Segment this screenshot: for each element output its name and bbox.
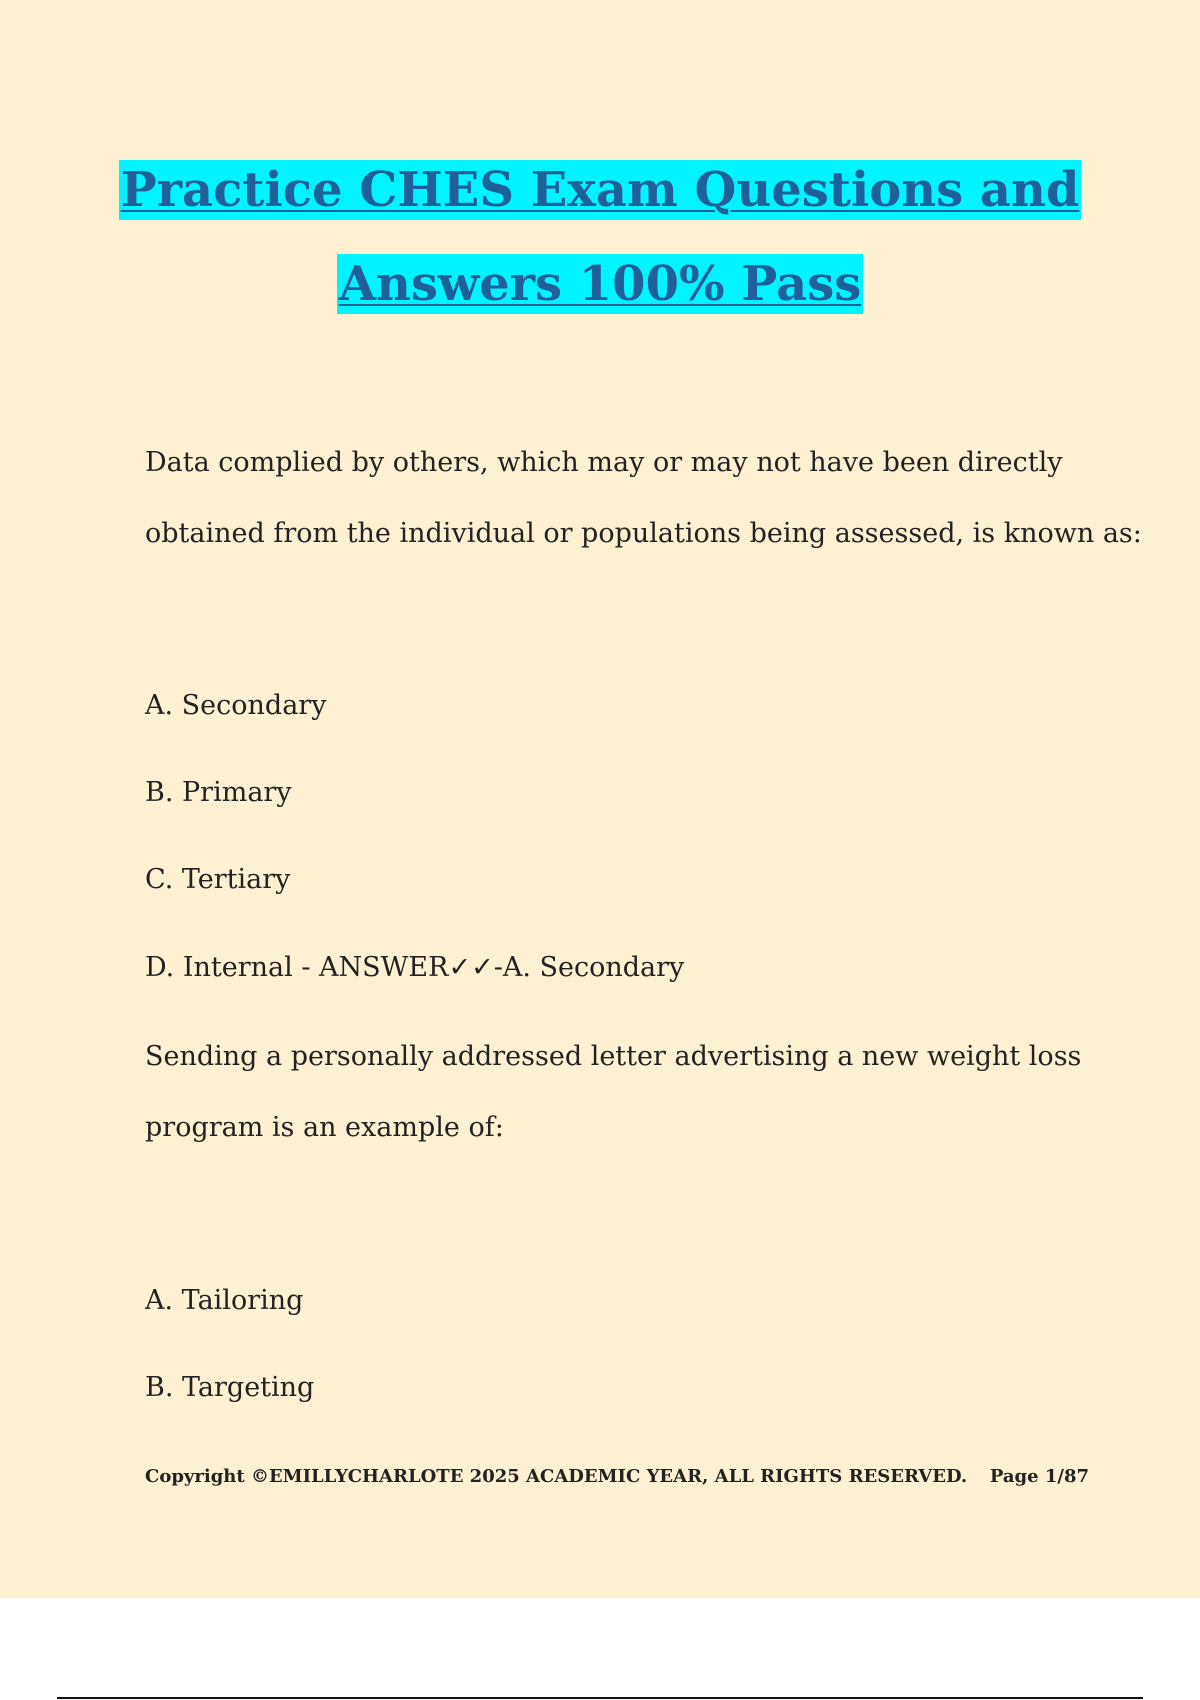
question-2-option-b: B. Targeting [145,1372,315,1403]
question-1-option-b: B. Primary [145,777,292,808]
title-line-2: Answers 100% Pass [338,256,862,312]
copyright-notice: Copyright ©EMILLYCHARLOTE 2025 ACADEMIC YEAR, ALL RIGHTS RESERVED. [145,1466,968,1487]
question-2-option-a: A. Tailoring [145,1285,304,1316]
page-footer [145,1466,1089,1487]
question-1-stem-line-2: obtained from the individual or populations being assessed, is known as: [145,518,1142,549]
question-1-option-a: A. Secondary [145,690,327,721]
question-1-stem-line-1: Data complied by others, which may or may not have been directly [145,447,1063,478]
bottom-divider [57,1697,1143,1699]
question-1-option-d-answer: D. Internal - ANSWER✓✓-A. Secondary [145,952,685,983]
question-1-option-c: C. Tertiary [145,864,291,895]
question-2-stem-line-2: program is an example of: [145,1112,504,1143]
question-2-stem-line-1: Sending a personally addressed letter advertising a new weight loss [145,1041,1082,1072]
page-number: Page 1/87 [989,1466,1089,1487]
title-line-1: Practice CHES Exam Questions and [120,162,1080,218]
document-title [0,160,1200,314]
